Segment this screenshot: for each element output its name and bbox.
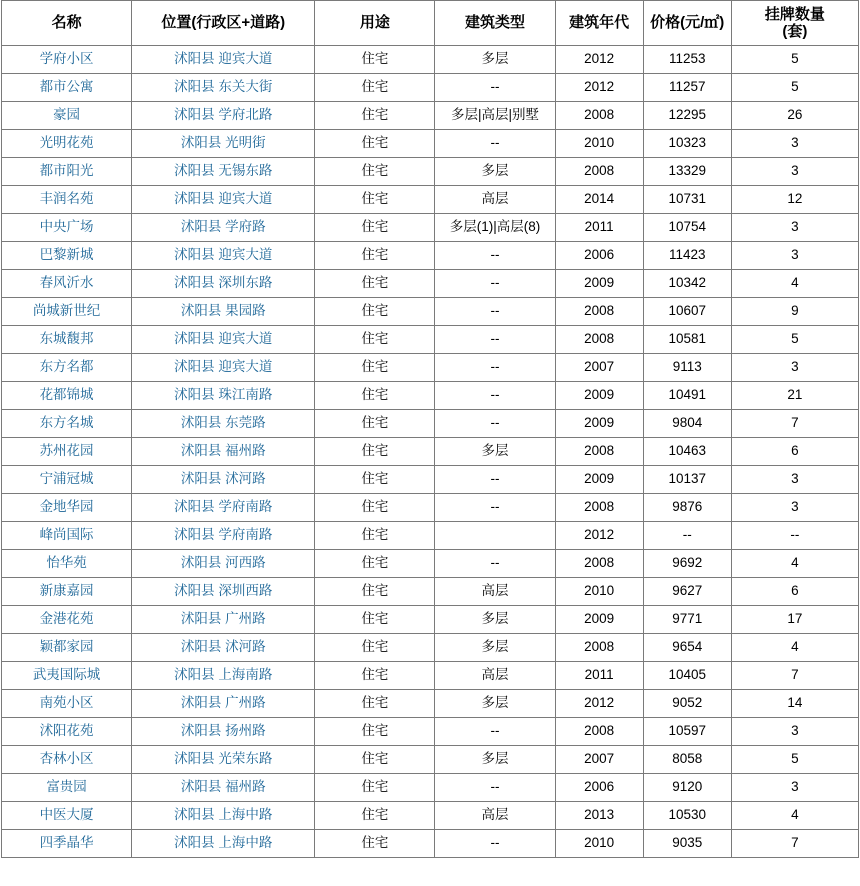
cell-building-type: 多层(1)|高层(8): [435, 214, 555, 242]
cell-build-year: 2008: [555, 298, 643, 326]
cell-price: 13329: [643, 158, 731, 186]
cell-usage: 住宅: [315, 662, 435, 690]
table-body: [2, 46, 859, 858]
cell-building-type: --: [435, 550, 555, 578]
cell-listing-count: 4: [731, 270, 858, 298]
cell-building-type: 高层: [435, 578, 555, 606]
cell-price: 10607: [643, 298, 731, 326]
table-row: [2, 578, 859, 606]
cell-listing-count: 3: [731, 774, 858, 802]
cell-usage: 住宅: [315, 494, 435, 522]
cell-price: 10754: [643, 214, 731, 242]
table-row: [2, 102, 859, 130]
column-header-listing-count: [731, 1, 858, 46]
cell-build-year: 2009: [555, 606, 643, 634]
cell-name[interactable]: 四季晶华: [2, 830, 132, 858]
cell-location[interactable]: 沭阳县 迎宾大道: [132, 186, 315, 214]
table-row: [2, 802, 859, 830]
cell-price: 10530: [643, 802, 731, 830]
cell-listing-count: 3: [731, 466, 858, 494]
cell-name[interactable]: 南苑小区: [2, 690, 132, 718]
table-row: [2, 690, 859, 718]
cell-name[interactable]: 都市阳光: [2, 158, 132, 186]
cell-name[interactable]: 东城馥邦: [2, 326, 132, 354]
table-row: [2, 74, 859, 102]
cell-location[interactable]: 沭阳县 光明街: [132, 130, 315, 158]
cell-name[interactable]: 苏州花园: [2, 438, 132, 466]
table-row: [2, 662, 859, 690]
cell-listing-count: 21: [731, 382, 858, 410]
cell-location[interactable]: 沭阳县 东莞路: [132, 410, 315, 438]
cell-price: 12295: [643, 102, 731, 130]
cell-location[interactable]: 沭阳县 上海中路: [132, 802, 315, 830]
cell-price: 10597: [643, 718, 731, 746]
cell-location[interactable]: 沭阳县 沭河路: [132, 634, 315, 662]
cell-price: --: [643, 522, 731, 550]
cell-usage: 住宅: [315, 774, 435, 802]
cell-build-year: 2008: [555, 634, 643, 662]
table-row: [2, 718, 859, 746]
cell-price: 10581: [643, 326, 731, 354]
cell-building-type: 多层: [435, 46, 555, 74]
cell-usage: 住宅: [315, 214, 435, 242]
cell-listing-count: 7: [731, 662, 858, 690]
cell-location[interactable]: 沭阳县 迎宾大道: [132, 242, 315, 270]
cell-name[interactable]: 都市公寓: [2, 74, 132, 102]
cell-build-year: 2012: [555, 522, 643, 550]
cell-build-year: 2008: [555, 326, 643, 354]
cell-name[interactable]: 峰尚国际: [2, 522, 132, 550]
cell-name[interactable]: 新康嘉园: [2, 578, 132, 606]
table-row: [2, 130, 859, 158]
cell-price: 9052: [643, 690, 731, 718]
cell-location[interactable]: 沭阳县 福州路: [132, 774, 315, 802]
cell-name[interactable]: 学府小区: [2, 46, 132, 74]
table-row: [2, 466, 859, 494]
cell-price: 9035: [643, 830, 731, 858]
cell-price: 10137: [643, 466, 731, 494]
table-row: [2, 830, 859, 858]
cell-build-year: 2007: [555, 746, 643, 774]
table-row: [2, 242, 859, 270]
cell-price: 8058: [643, 746, 731, 774]
cell-price: 10463: [643, 438, 731, 466]
cell-building-type: 高层: [435, 186, 555, 214]
cell-name[interactable]: 金港花苑: [2, 606, 132, 634]
cell-usage: 住宅: [315, 130, 435, 158]
cell-usage: 住宅: [315, 438, 435, 466]
cell-price: 11423: [643, 242, 731, 270]
table-row: [2, 522, 859, 550]
cell-price: 9804: [643, 410, 731, 438]
table-header: [2, 1, 859, 46]
table-row: [2, 410, 859, 438]
table-row: [2, 214, 859, 242]
cell-location[interactable]: 沭阳县 迎宾大道: [132, 354, 315, 382]
cell-usage: 住宅: [315, 410, 435, 438]
cell-build-year: 2008: [555, 494, 643, 522]
cell-listing-count: 5: [731, 326, 858, 354]
table-row: [2, 494, 859, 522]
cell-building-type: --: [435, 298, 555, 326]
cell-price: 9692: [643, 550, 731, 578]
cell-build-year: 2008: [555, 158, 643, 186]
cell-build-year: 2009: [555, 466, 643, 494]
cell-build-year: 2012: [555, 690, 643, 718]
cell-usage: 住宅: [315, 522, 435, 550]
cell-price: 10731: [643, 186, 731, 214]
cell-building-type: [435, 522, 555, 550]
cell-location[interactable]: 沭阳县 深圳东路: [132, 270, 315, 298]
cell-name[interactable]: 东方名都: [2, 354, 132, 382]
cell-location[interactable]: 沭阳县 上海南路: [132, 662, 315, 690]
cell-name[interactable]: 沭阳花苑: [2, 718, 132, 746]
cell-usage: 住宅: [315, 690, 435, 718]
cell-location[interactable]: 沭阳县 学府路: [132, 214, 315, 242]
cell-building-type: --: [435, 326, 555, 354]
cell-listing-count: 9: [731, 298, 858, 326]
cell-name[interactable]: 怡华苑: [2, 550, 132, 578]
column-header-usage: 用途: [315, 1, 435, 46]
cell-build-year: 2010: [555, 578, 643, 606]
cell-usage: 住宅: [315, 46, 435, 74]
cell-location[interactable]: 沭阳县 迎宾大道: [132, 46, 315, 74]
cell-build-year: 2010: [555, 130, 643, 158]
cell-building-type: 多层|高层|别墅: [435, 102, 555, 130]
cell-listing-count: 26: [731, 102, 858, 130]
cell-name[interactable]: 东方名城: [2, 410, 132, 438]
cell-price: 9876: [643, 494, 731, 522]
cell-location[interactable]: 沭阳县 广州路: [132, 690, 315, 718]
cell-name[interactable]: 巴黎新城: [2, 242, 132, 270]
cell-usage: 住宅: [315, 830, 435, 858]
cell-usage: 住宅: [315, 102, 435, 130]
cell-price: 10491: [643, 382, 731, 410]
cell-building-type: --: [435, 410, 555, 438]
cell-listing-count: 3: [731, 354, 858, 382]
cell-building-type: --: [435, 494, 555, 522]
cell-name[interactable]: 丰润名苑: [2, 186, 132, 214]
cell-listing-count: 7: [731, 830, 858, 858]
cell-name[interactable]: 富贵园: [2, 774, 132, 802]
cell-build-year: 2007: [555, 354, 643, 382]
cell-price: 9627: [643, 578, 731, 606]
cell-listing-count: 5: [731, 46, 858, 74]
cell-usage: 住宅: [315, 802, 435, 830]
cell-building-type: --: [435, 242, 555, 270]
cell-building-type: --: [435, 466, 555, 494]
cell-name[interactable]: 中医大厦: [2, 802, 132, 830]
cell-usage: 住宅: [315, 718, 435, 746]
table-row: [2, 774, 859, 802]
cell-building-type: --: [435, 354, 555, 382]
cell-price: 11253: [643, 46, 731, 74]
cell-building-type: 多层: [435, 606, 555, 634]
cell-name[interactable]: 豪园: [2, 102, 132, 130]
cell-build-year: 2011: [555, 214, 643, 242]
listing-count-unit: (套): [782, 23, 808, 40]
cell-usage: 住宅: [315, 578, 435, 606]
column-header-location: 位置(行政区+道路): [132, 1, 315, 46]
cell-usage: 住宅: [315, 634, 435, 662]
cell-listing-count: 4: [731, 550, 858, 578]
table-row: [2, 354, 859, 382]
listing-count-label: 挂牌数量: [764, 5, 825, 23]
cell-location[interactable]: 沭阳县 河西路: [132, 550, 315, 578]
cell-building-type: --: [435, 774, 555, 802]
cell-building-type: 多层: [435, 634, 555, 662]
cell-build-year: 2008: [555, 718, 643, 746]
cell-listing-count: 14: [731, 690, 858, 718]
cell-usage: 住宅: [315, 158, 435, 186]
cell-build-year: 2008: [555, 550, 643, 578]
cell-usage: 住宅: [315, 354, 435, 382]
cell-building-type: 多层: [435, 158, 555, 186]
cell-location[interactable]: 沭阳县 光荣东路: [132, 746, 315, 774]
cell-build-year: 2012: [555, 74, 643, 102]
cell-listing-count: 6: [731, 578, 858, 606]
table-row: [2, 186, 859, 214]
cell-build-year: 2006: [555, 774, 643, 802]
cell-building-type: 多层: [435, 690, 555, 718]
cell-building-type: --: [435, 830, 555, 858]
cell-price: 9654: [643, 634, 731, 662]
cell-listing-count: 6: [731, 438, 858, 466]
cell-build-year: 2008: [555, 438, 643, 466]
cell-listing-count: 3: [731, 494, 858, 522]
cell-name[interactable]: 宁浦冠城: [2, 466, 132, 494]
cell-building-type: --: [435, 270, 555, 298]
cell-build-year: 2008: [555, 102, 643, 130]
table-row: [2, 746, 859, 774]
cell-listing-count: 4: [731, 634, 858, 662]
listing-table-container: [1, 0, 859, 858]
cell-listing-count: 3: [731, 158, 858, 186]
cell-building-type: 高层: [435, 662, 555, 690]
cell-listing-count: 4: [731, 802, 858, 830]
cell-usage: 住宅: [315, 270, 435, 298]
table-row: [2, 158, 859, 186]
cell-usage: 住宅: [315, 382, 435, 410]
table-row: [2, 270, 859, 298]
table-row: [2, 438, 859, 466]
cell-location[interactable]: 沭阳县 学府北路: [132, 102, 315, 130]
cell-listing-count: 17: [731, 606, 858, 634]
table-row: [2, 298, 859, 326]
cell-price: 10323: [643, 130, 731, 158]
cell-build-year: 2009: [555, 270, 643, 298]
cell-name[interactable]: 武夷国际城: [2, 662, 132, 690]
cell-name[interactable]: 春风沂水: [2, 270, 132, 298]
cell-location[interactable]: 沭阳县 珠江南路: [132, 382, 315, 410]
cell-name[interactable]: 花都锦城: [2, 382, 132, 410]
cell-name[interactable]: 颖都家园: [2, 634, 132, 662]
cell-usage: 住宅: [315, 466, 435, 494]
cell-price: 10342: [643, 270, 731, 298]
cell-location[interactable]: 沭阳县 学府南路: [132, 522, 315, 550]
cell-location[interactable]: 沭阳县 迎宾大道: [132, 326, 315, 354]
table-row: [2, 550, 859, 578]
cell-build-year: 2009: [555, 382, 643, 410]
cell-location[interactable]: 沭阳县 无锡东路: [132, 158, 315, 186]
cell-usage: 住宅: [315, 326, 435, 354]
cell-name[interactable]: 中央广场: [2, 214, 132, 242]
cell-location[interactable]: 沭阳县 果园路: [132, 298, 315, 326]
cell-build-year: 2011: [555, 662, 643, 690]
cell-building-type: 多层: [435, 438, 555, 466]
cell-price: 9120: [643, 774, 731, 802]
cell-location[interactable]: 沭阳县 沭河路: [132, 466, 315, 494]
table-header-row: [2, 1, 859, 46]
cell-building-type: --: [435, 74, 555, 102]
cell-build-year: 2013: [555, 802, 643, 830]
cell-build-year: 2009: [555, 410, 643, 438]
cell-location[interactable]: 沭阳县 东关大街: [132, 74, 315, 102]
cell-usage: 住宅: [315, 606, 435, 634]
cell-usage: 住宅: [315, 74, 435, 102]
cell-build-year: 2014: [555, 186, 643, 214]
table-row: [2, 606, 859, 634]
cell-building-type: 多层: [435, 746, 555, 774]
cell-location[interactable]: 沭阳县 广州路: [132, 606, 315, 634]
cell-price: 9113: [643, 354, 731, 382]
cell-price: 9771: [643, 606, 731, 634]
column-header-build-year: 建筑年代: [555, 1, 643, 46]
cell-building-type: --: [435, 718, 555, 746]
column-header-price: 价格(元/㎡): [643, 1, 731, 46]
table-row: [2, 326, 859, 354]
cell-usage: 住宅: [315, 186, 435, 214]
cell-build-year: 2012: [555, 46, 643, 74]
cell-name[interactable]: 金地华园: [2, 494, 132, 522]
cell-usage: 住宅: [315, 242, 435, 270]
cell-price: 11257: [643, 74, 731, 102]
column-header-name: 名称: [2, 1, 132, 46]
cell-listing-count: 7: [731, 410, 858, 438]
table-row: [2, 634, 859, 662]
cell-location[interactable]: 沭阳县 学府南路: [132, 494, 315, 522]
cell-price: 10405: [643, 662, 731, 690]
cell-building-type: --: [435, 130, 555, 158]
cell-build-year: 2006: [555, 242, 643, 270]
cell-listing-count: 5: [731, 74, 858, 102]
cell-listing-count: 5: [731, 746, 858, 774]
cell-location[interactable]: 沭阳县 福州路: [132, 438, 315, 466]
cell-location[interactable]: 沭阳县 上海中路: [132, 830, 315, 858]
cell-name[interactable]: 尚城新世纪: [2, 298, 132, 326]
cell-name[interactable]: 光明花苑: [2, 130, 132, 158]
cell-build-year: 2010: [555, 830, 643, 858]
cell-usage: 住宅: [315, 746, 435, 774]
table-row: [2, 46, 859, 74]
cell-name[interactable]: 杏林小区: [2, 746, 132, 774]
cell-listing-count: --: [731, 522, 858, 550]
cell-usage: 住宅: [315, 298, 435, 326]
property-listing-table: [1, 0, 859, 858]
cell-building-type: --: [435, 382, 555, 410]
cell-listing-count: 3: [731, 214, 858, 242]
cell-building-type: 高层: [435, 802, 555, 830]
cell-listing-count: 3: [731, 718, 858, 746]
cell-listing-count: 12: [731, 186, 858, 214]
cell-location[interactable]: 沭阳县 深圳西路: [132, 578, 315, 606]
cell-listing-count: 3: [731, 242, 858, 270]
table-row: [2, 382, 859, 410]
cell-location[interactable]: 沭阳县 扬州路: [132, 718, 315, 746]
column-header-building-type: 建筑类型: [435, 1, 555, 46]
cell-usage: 住宅: [315, 550, 435, 578]
cell-listing-count: 3: [731, 130, 858, 158]
